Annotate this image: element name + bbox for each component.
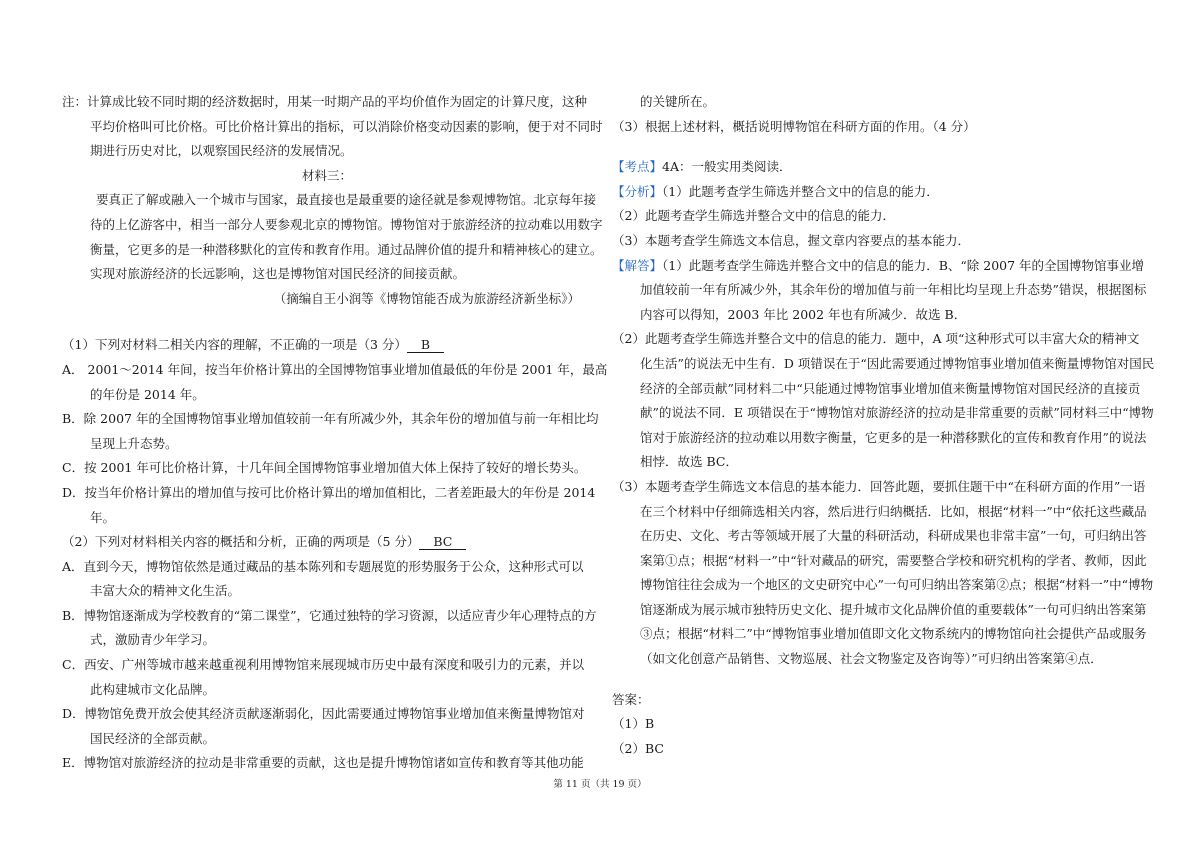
question-2-options [62,555,597,776]
question-2-stem: （2）下列对材料相关内容的概括和分析，正确的两项是（5 分） BC [62,530,592,555]
question-2-answer: BC [419,534,466,550]
option-b-line: B．除 2007 年的全国博物馆事业增加值较前一年有所减少外，其余年份的增加值与前一年相比均 [62,411,599,427]
note-block [62,90,603,164]
left-column [62,90,608,776]
material3-title: 材料三： [301,167,352,183]
right-column [612,90,1155,761]
jieda-line: 相悖．故选 BC． [640,454,738,470]
option-a-line: 丰富大众的精神文化生活。 [90,583,241,599]
jieda-line: 献”的说法不同．E 项错误在于“博物馆对旅游经济的拉动是非常重要的贡献”同材料三中“博物 [640,405,1154,421]
note-line: 注：计算成比较不同时期的经济数据时，用某一时期产品的平均价值作为固定的计算尺度，这种 [62,94,588,109]
kaodian [612,155,1152,180]
option-e-line: E．博物馆对旅游经济的拉动是非常重要的贡献，这也是提升博物馆诸如宣传和教育等其他功能 [62,755,584,771]
jieda-line: 经济的全部贡献”同材料二中“只能通过博物馆事业增加值来衡量博物馆对国民经济的直接贡 [640,380,1141,396]
jieda-line: （1）此题考查学生筛选并整合文中的信息的能力．B、“除 2007 年的全国博物馆事业增 [662,257,1145,273]
jieda-line: 在历史、文化、考古等领域开展了大量的科研活动，科研成果也非常丰富”一句，可归纳出答 [640,528,1147,544]
option-c-line: C．按 2001 年可比价格计算，十几年间全国博物馆事业增加值大体上保持了较好的增长势头。 [62,460,587,476]
option-b-line: B．博物馆逐渐成为学校教育的“第二课堂”，它通过独特的学习资源，以适应青少年心理特点的方 [62,607,597,623]
note-line: 期进行历史对比，以观察国民经济的发展情况。 [90,143,353,159]
material3-text [62,188,603,286]
question-1-stem: （1）下列对材料二相关内容的理解，不正确的一项是（3 分） B [62,333,592,358]
jieda-line: （2）此题考查学生筛选并整合文中的信息的能力．题中，A 项“这种形式可以丰富大众的精神文 [612,331,1140,347]
jieda-line: 化生活”的说法无中生有．D 项错误在于“因此需要通过博物馆事业增加值来衡量博物馆对国民 [640,355,1155,371]
jieda-line: （如文化创意产品销售、文物巡展、社会文物鉴定及咨询等）”可归纳出答案第④点． [640,651,1103,667]
option-a-line: A． 2001～2014 年间，按当年价格计算出的全国博物馆事业增加值最低的年份是 2001 年，最高 [62,361,608,377]
option-a-line: 的年份是 2014 年。 [90,386,205,402]
kaodian-tag: 【考点】 [612,159,663,175]
option-b-line: 呈现上升态势。 [90,435,178,451]
fenxi-line: （3）本题考查学生筛选文本信息，握文章内容要点的基本能力． [612,232,970,248]
question-3-stem: （3）根据上述材料，概括说明博物馆在科研方面的作用。（4 分） [612,118,976,134]
answer-item: （1）B [612,716,655,732]
jieda-line: 馆对于旅游经济的拉动难以用数字衡量，它更多的是一种潜移默化的宣传和教育作用”的说法 [640,429,1147,445]
jieda [612,254,1152,279]
jieda-line: （3）本题考查学生筛选文本信息的基本能力．回答此题，要抓住题干中“在科研方面的作用”一语 [612,478,1146,494]
option-b-line: 式，激励青少年学习。 [90,632,216,648]
material3-line: 要真正了解或融入一个城市与国家，最直接也是最重要的途径就是参观博物馆。北京每年接 [96,192,597,208]
fenxi [612,180,1152,205]
option-a-line: A．直到今天，博物馆依然是通过藏品的基本陈列和专题展览的形势服务于公众，这种形式可以 [62,558,584,574]
option-c-line: C．西安、广州等城市越来越重视利用博物馆来展现城市历史中最有深度和吸引力的元素，并以 [62,657,585,673]
kaodian-text: 4A：一般实用类阅读． [662,159,792,175]
fenxi-line: （2）此题考查学生筛选并整合文中的信息的能力． [612,208,895,224]
option-c-line: 此构建城市文化品牌。 [90,681,216,697]
option-d-line: 国民经济的全部贡献。 [90,730,216,746]
jieda-line: 在三个材料中仔细筛选相关内容，然后进行归纳概括．比如，根据“材料一”中“依托这些藏品 [640,503,1147,519]
material3-line: 实现对旅游经济的长远影响，这也是博物馆对国民经济的间接贡献。 [90,266,466,282]
question-1-answer: B [407,337,444,353]
fenxi-tag: 【分析】 [612,183,663,199]
page-number: 第 11 页（共 19 页） [553,779,647,790]
option-d-line: D．博物馆免费开放会使其经济贡献逐渐弱化，因此需要通过博物馆事业增加值来衡量博物馆对 [62,706,585,722]
question-1-options [62,358,608,530]
jieda-tag: 【解答】 [612,257,663,273]
jieda-line: 内容可以得知，2003 年比 2002 年也有所减少．故选 B． [640,306,967,322]
material3-line: 待的上亿游客中，相当一部分人要参观北京的博物馆。博物馆对于旅游经济的拉动难以用数字 [90,216,603,232]
option-d-line: 年。 [90,509,116,525]
jieda-line: ③点；根据“材料二”中“博物馆事业增加值即文化文物系统内的博物馆向社会提供产品或服务 [640,626,1147,642]
answer-item: （2）BC [612,740,664,756]
jieda-line: 加值较前一年有所减少外，其余年份的增加值与前一年相比均呈现上升态势”错误，根据图标 [640,282,1147,298]
continued-line: 的关键所在。 [640,94,716,109]
material3-source: （摘编自王小润等《博物馆能否成为旅游经济新坐标》） [273,290,580,306]
option-d-line: D．按当年价格计算出的增加值与按可比价格计算出的增加值相比，二者差距最大的年份是 2014 [62,484,596,500]
material3-line: 衡量，它更多的是一种潜移默化的宣传和教育作用。通过品牌价值的提升和精神核心的建立。 [90,241,603,257]
answer-title: 答案： [612,691,650,707]
fenxi-line: （1）此题考查学生筛选并整合文中的信息的能力． [662,183,939,199]
jieda-line: 案第①点；根据“材料一”中“针对藏品的研究，需要整合学校和研究机构的学者、教师，因此 [640,552,1147,568]
jieda-line: 博物馆往往会成为一个地区的文史研究中心”一句可归纳出答案第②点；根据“材料一”中“博物 [640,577,1154,593]
jieda-line: 馆逐渐成为展示城市独特历史文化、提升城市文化品牌价值的重要载体”一句可归纳出答案第 [640,601,1147,617]
note-line: 平均价格叫可比价格。可比价格计算出的指标，可以消除价格变动因素的影响，便于对不同时 [90,118,603,134]
